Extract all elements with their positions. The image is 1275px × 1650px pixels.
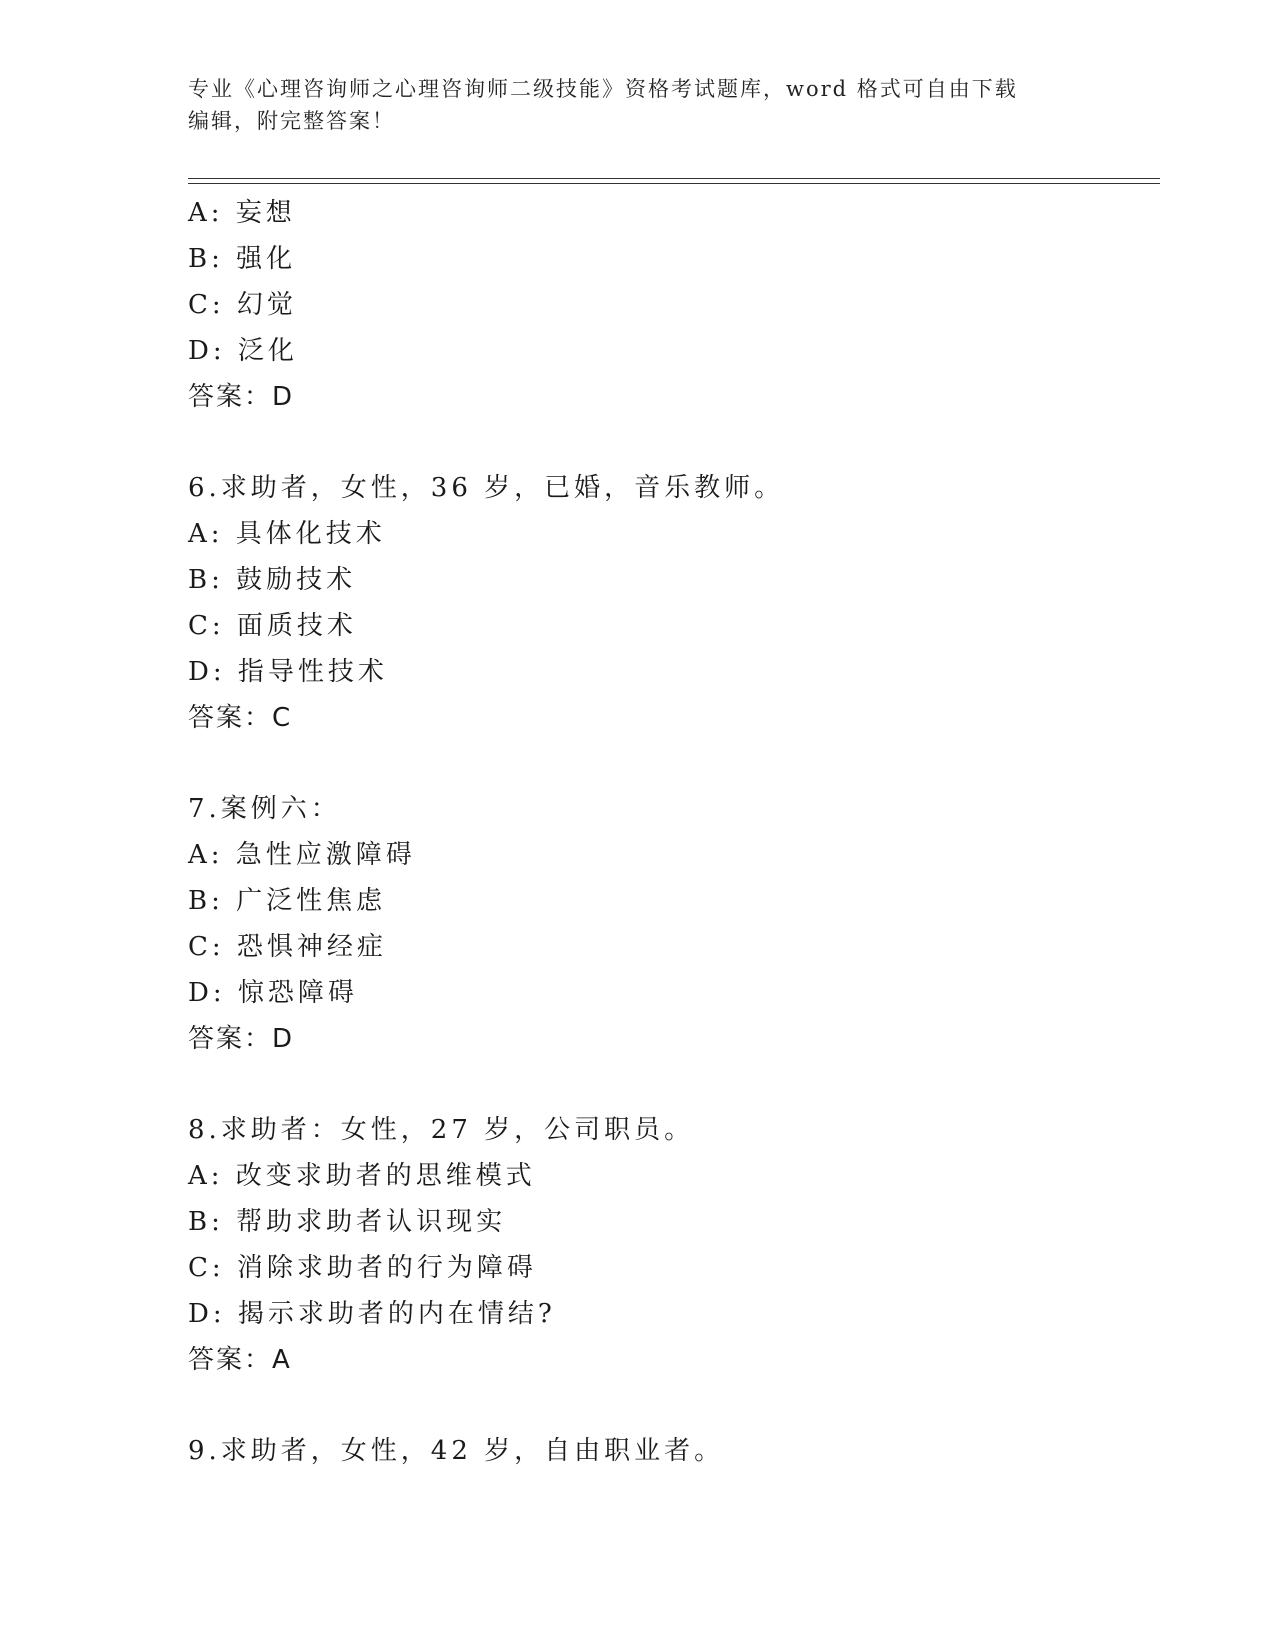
option-b: B: 强化 [188,244,297,274]
question-stem: 8.求助者：女性，27 岁，公司职员。 [188,1115,695,1145]
option-a: A: 改变求助者的思维模式 [188,1161,536,1191]
question-stem: 6.求助者，女性，36 岁，已婚，音乐教师。 [188,473,785,503]
question-spacer [188,1062,1168,1107]
option-b: B: 鼓励技术 [188,565,357,595]
option-c: C: 面质技术 [188,611,357,641]
option-b: B: 帮助求助者认识现实 [188,1207,507,1237]
question-spacer [188,420,1168,465]
header-divider-bottom [188,183,1160,184]
option-d: D: 泛化 [188,336,298,366]
answer-line: 答案：D [188,382,295,412]
question-spacer [188,741,1168,786]
question-spacer [188,1383,1168,1428]
header-divider-top [188,178,1160,179]
question-stem: 7.案例六： [188,794,341,824]
answer-line: 答案：D [188,1024,295,1054]
option-a: A: 妄想 [188,198,296,228]
option-c: C: 消除求助者的行为障碍 [188,1253,537,1283]
question-9 [188,1428,1168,1474]
question-8 [188,1107,1168,1383]
question-5 [188,190,1168,420]
option-c: C: 恐惧神经症 [188,932,387,962]
option-c: C: 幻觉 [188,290,297,320]
question-stem: 9.求助者，女性，42 岁，自由职业者。 [188,1436,725,1466]
question-6 [188,465,1168,741]
option-a: A: 急性应激障碍 [188,840,416,870]
option-a: A: 具体化技术 [188,519,386,549]
question-7 [188,786,1168,1062]
answer-line: 答案：A [188,1345,292,1375]
option-d: D: 惊恐障碍 [188,978,358,1008]
header-line-1: 专业《心理咨询师之心理咨询师二级技能》资格考试题库，word 格式可自由下载 [188,77,1018,101]
option-d: D: 指导性技术 [188,657,388,687]
option-b: B: 广泛性焦虑 [188,886,387,916]
question-list [188,190,1168,1474]
answer-line: 答案：C [188,703,293,733]
document-header [188,73,1088,137]
header-line-2: 编辑，附完整答案！ [188,109,395,133]
option-d: D: 揭示求助者的内在情结? [188,1299,556,1329]
